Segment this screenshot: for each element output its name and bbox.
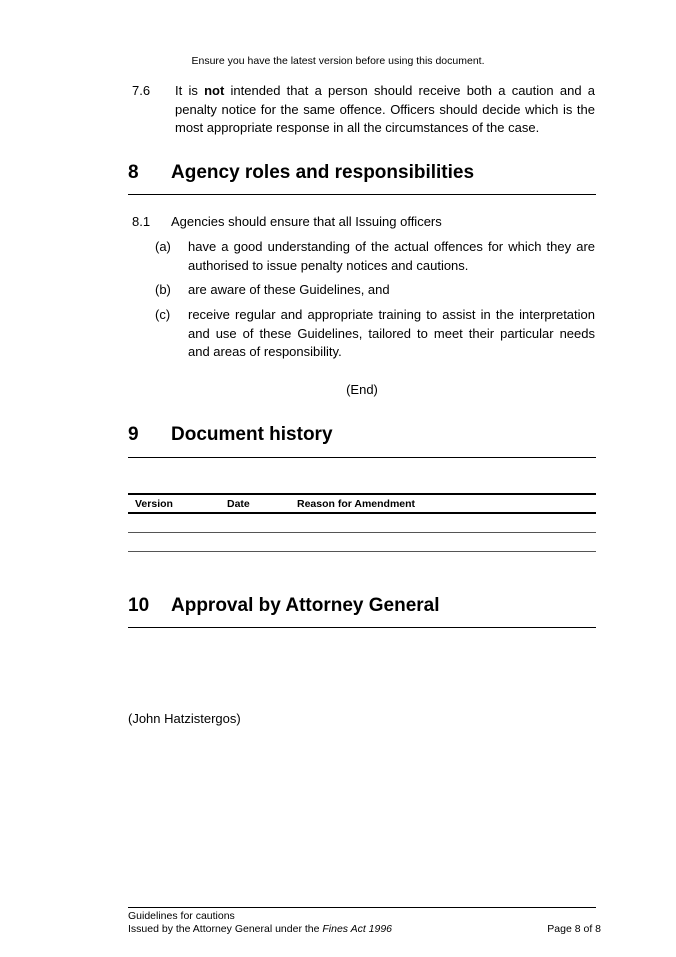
section-10-title: Approval by Attorney General [171, 595, 440, 616]
section-8-rule [128, 194, 596, 195]
page-number: Page 8 of 8 [547, 923, 601, 935]
table-header-date: Date [227, 498, 250, 510]
section-8-number: 8 [128, 162, 139, 183]
table-header-reason: Reason for Amendment [297, 498, 416, 510]
list-item-letter-c: (c) [155, 307, 171, 322]
table-bottom-rule [128, 551, 596, 552]
paragraph-7-6-post: intended that a person should receive both a caution and a penalty notice for the same offence. Officers should decide which is the most appropriate response in all the circumstances of the case. [175, 83, 596, 135]
footer-act-name: Fines Act 1996 [322, 923, 393, 935]
list-item-c: receive regular and appropriate training to assist in the interpretation and use of these Guidelines, tailored to meet their particular needs and areas of responsibility. [188, 307, 595, 359]
footer-issued-pre: Issued by the Attorney General under the [128, 923, 323, 935]
table-header-rule [128, 512, 596, 514]
list-item-letter-b: (b) [155, 282, 171, 297]
table-top-rule [128, 493, 596, 495]
footer-rule [128, 907, 596, 908]
list-item-b: are aware of these Guidelines, and [188, 282, 390, 297]
end-marker: (End) [346, 382, 378, 397]
section-8-title: Agency roles and responsibilities [171, 162, 475, 183]
version-banner: Ensure you have the latest version before using this document. [191, 55, 485, 67]
signatory-name: (John Hatzistergos) [128, 711, 241, 726]
section-10-rule [128, 627, 596, 628]
footer-title: Guidelines for cautions [128, 910, 235, 922]
paragraph-7-6-bold: not [204, 83, 225, 98]
paragraph-number-7-6: 7.6 [132, 83, 151, 98]
paragraph-7-6-pre: It is [175, 83, 205, 98]
section-9-title: Document history [171, 424, 333, 445]
paragraph-number-8-1: 8.1 [132, 214, 151, 229]
list-item-letter-a: (a) [155, 239, 171, 254]
section-10-number: 10 [128, 595, 150, 616]
section-9-number: 9 [128, 424, 139, 445]
paragraph-8-1: Agencies should ensure that all Issuing officers [171, 214, 442, 229]
footer-issued-by [128, 923, 392, 936]
table-row-rule [128, 532, 596, 533]
list-item-a: have a good understanding of the actual offences for which they are authorised to issue penalty notices and cautions. [188, 239, 595, 273]
table-header-version: Version [135, 498, 173, 510]
paragraph-7-6 [175, 82, 595, 138]
section-9-rule [128, 457, 596, 458]
